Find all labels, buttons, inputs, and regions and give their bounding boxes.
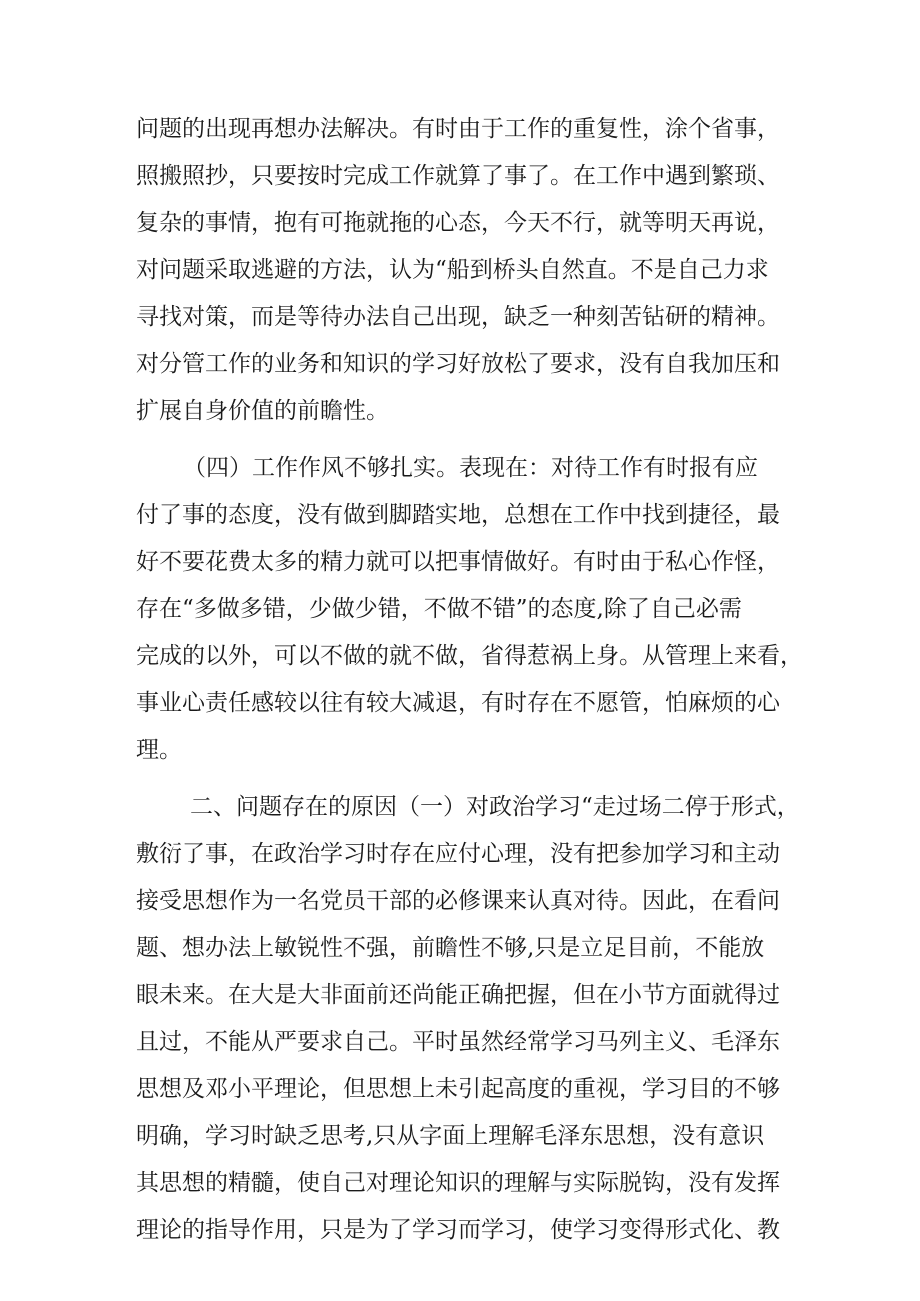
text-line: 对问题采取逃避的方法，认为“船到桥头自然直。不是自己力求 bbox=[136, 257, 769, 283]
text-line: 好不要花费太多的精力就可以把事情做好。有时由于私心作怪， bbox=[136, 549, 780, 575]
text-line: 复杂的事情，抱有可拖就拖的心态，今天不行，就等明天再说， bbox=[136, 210, 780, 236]
text-line: 对分管工作的业务和知识的学习好放松了要求，没有自我加压和 bbox=[136, 351, 780, 377]
text-line: 明确，学习时缺乏思考,只从字面上理解毛泽东思想，没有意识 bbox=[136, 1123, 765, 1149]
text-line: 其思想的精髓，使自己对理论知识的理解与实际脱钩，没有发挥 bbox=[136, 1170, 780, 1196]
text-line: 敷衍了事，在政治学习时存在应付心理，没有把参加学习和主动 bbox=[136, 841, 780, 867]
text-line: 理论的指导作用，只是为了学习而学习，使学习变得形式化、教 bbox=[136, 1217, 780, 1243]
text-line: 眼未来。在大是大非面前还尚能正确把握，但在小节方面就得过 bbox=[136, 982, 780, 1008]
text-line: 理。 bbox=[136, 737, 182, 763]
text-line: 且过，不能从严要求自己。平时虽然经常学习马列主义、毛泽东 bbox=[136, 1029, 780, 1055]
text-line: 扩展自身价值的前瞻性。 bbox=[136, 398, 389, 424]
paragraph-gap bbox=[136, 774, 816, 784]
text-line: 付了事的态度，没有做到脚踏实地，总想在工作中找到捷径，最 bbox=[136, 502, 780, 528]
text-line: 存在“多做多错，少做少错，不做不错”的态度,除了自己必需 bbox=[136, 596, 742, 622]
paragraph-2 bbox=[136, 445, 816, 774]
text-line: 思想及邓小平理论，但思想上未引起高度的重视，学习目的不够 bbox=[136, 1076, 780, 1102]
text-line: 照搬照抄，只要按时完成工作就算了事了。在工作中遇到繁琐、 bbox=[136, 163, 780, 189]
text-line: 接受思想作为一名党员干部的必修课来认真对待。因此，在看问 bbox=[136, 888, 780, 914]
document-body bbox=[136, 106, 816, 1254]
text-line: 完成的以外，可以不做的就不做，省得惹祸上身。从管理上来看， bbox=[136, 643, 803, 669]
text-line: 题、想办法上敏锐性不强，前瞻性不够,只是立足目前，不能放 bbox=[136, 935, 765, 961]
paragraph-3 bbox=[136, 784, 816, 1254]
text-line: 二、问题存在的原因（一）对政治学习“走过场二停于形式， bbox=[190, 794, 800, 820]
paragraph-1 bbox=[136, 106, 816, 435]
text-line: 寻找对策，而是等待办法自己出现，缺乏一种刻苦钻研的精神。 bbox=[136, 304, 780, 330]
text-line: 事业心责任感较以往有较大减退，有时存在不愿管，怕麻烦的心 bbox=[136, 690, 780, 716]
paragraph-gap bbox=[136, 435, 816, 445]
text-line: 问题的出现再想办法解决。有时由于工作的重复性，涂个省事， bbox=[136, 116, 780, 142]
text-line: （四）工作作风不够扎实。表现在：对待工作有时报有应 bbox=[183, 455, 758, 481]
